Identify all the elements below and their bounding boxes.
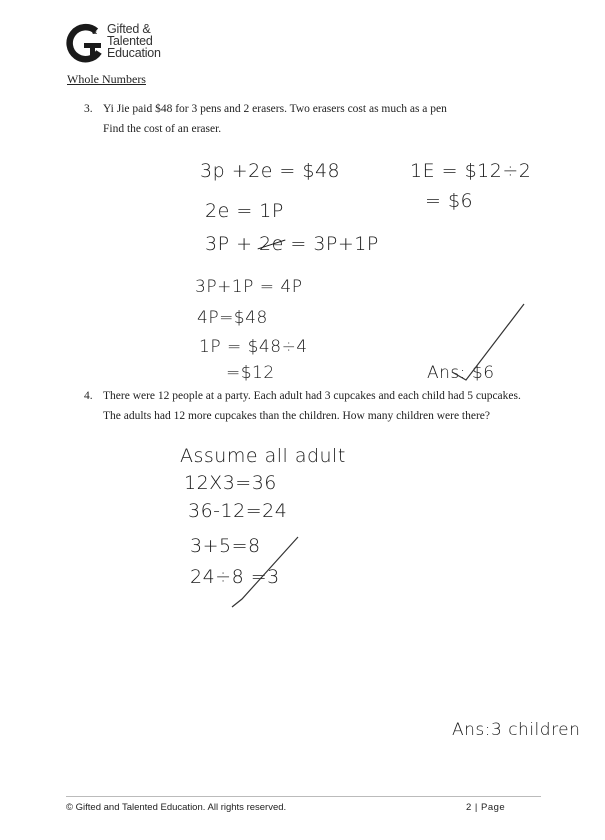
section-title: Whole Numbers	[67, 72, 146, 86]
question-text-line-1: Yi Jie paid $48 for 3 pens and 2 erasers. Two erasers cost as much as a pen	[103, 103, 447, 115]
work-eq-4: 3P+1P = 4P	[195, 277, 303, 297]
side-eq-1: 1E = $12÷2	[410, 160, 532, 182]
question-3	[84, 101, 544, 135]
footer-copyright: © Gifted and Talented Education. All rights reserved.	[66, 802, 287, 813]
work-eq-7: =$12	[226, 363, 275, 383]
footer-page-number: 2 | Page	[466, 802, 506, 813]
work4-line-5: 24÷8 =3	[190, 566, 280, 588]
work-eq-2: 2e = 1P	[205, 200, 284, 222]
question-text-line-2: The adults had 12 more cupcakes than the children. How many children were there?	[103, 410, 491, 422]
check-mark-icon	[450, 300, 530, 385]
question-4	[84, 388, 544, 422]
question-text-line-2: Find the cost of an eraser.	[103, 123, 222, 135]
question-text-line-1: There were 12 people at a party. Each adult had 3 cupcakes and each child had 5 cupcakes.	[103, 390, 521, 402]
answer-q4: Ans:3 children	[452, 720, 581, 740]
work-eq-3-b: = 3P+1P	[283, 233, 379, 255]
work4-line-2: 12X3=36	[184, 472, 277, 494]
work-eq-3	[205, 233, 379, 255]
brand-logo	[66, 22, 176, 68]
question-number: 4.	[84, 390, 93, 402]
work4-line-3: 36-12=24	[188, 500, 288, 522]
footer-divider	[66, 796, 541, 797]
struck-term: 2e	[259, 233, 284, 255]
work4-line-1: Assume all adult	[180, 445, 346, 467]
gt-logo-icon	[66, 22, 110, 66]
brand-line-3: Education	[107, 46, 161, 60]
work4-line-4: 3+5=8	[190, 535, 261, 557]
svg-text:&: &	[92, 29, 98, 36]
brand-line-2: Talented	[107, 34, 153, 48]
brand-name	[107, 23, 161, 59]
work-eq-1: 3p +2e = $48	[200, 160, 341, 182]
question-number: 3.	[84, 103, 93, 115]
answer-q3: Ans: $6	[427, 363, 495, 383]
work-eq-6: 1P = $48÷4	[199, 337, 308, 357]
work-eq-3-a: 3P +	[205, 233, 260, 255]
brand-line-1: Gifted &	[107, 22, 151, 36]
check-mark-icon	[228, 533, 303, 613]
work-eq-5: 4P=$48	[197, 308, 268, 328]
side-eq-2: = $6	[425, 190, 474, 212]
